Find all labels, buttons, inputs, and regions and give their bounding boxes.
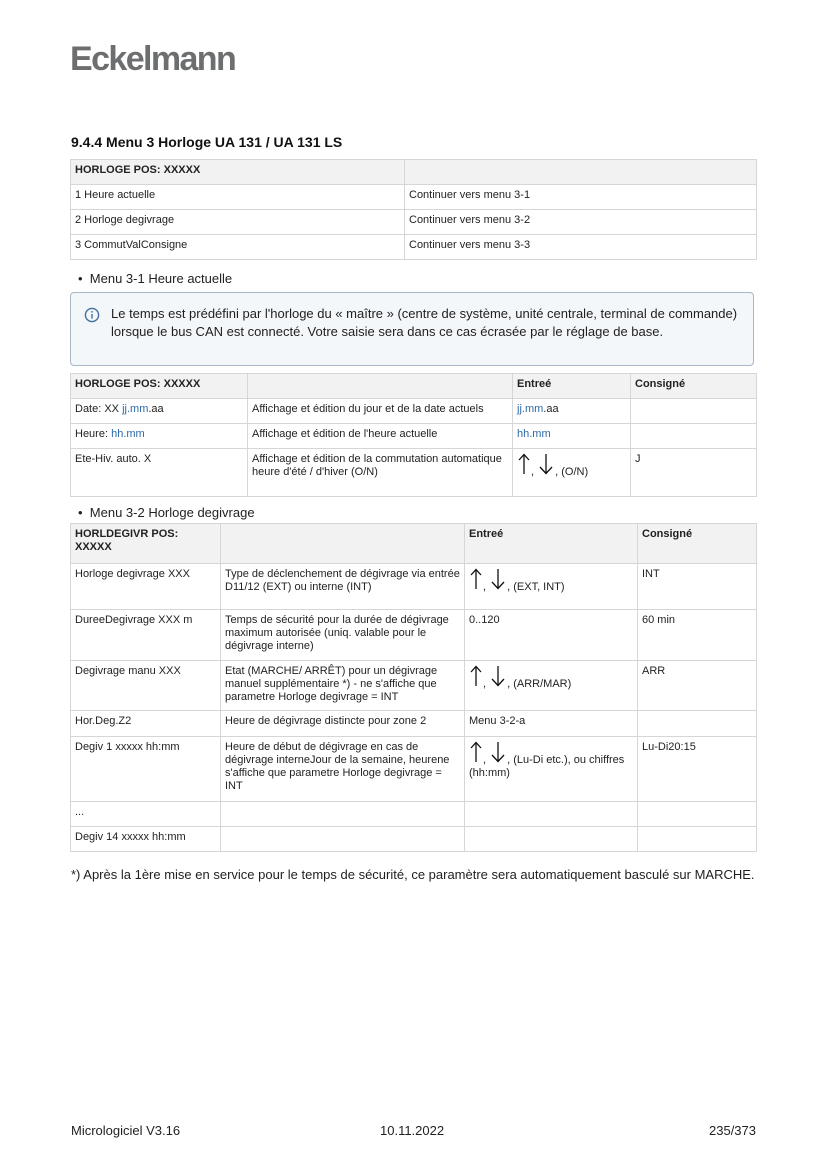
cell-text: Date: XX xyxy=(75,403,123,415)
table-row xyxy=(71,564,757,610)
table-row xyxy=(71,185,757,210)
cell: Continuer vers menu 3-3 xyxy=(405,235,757,260)
cell: Lu-Di20:15 xyxy=(638,737,757,802)
date-day-link[interactable]: jj xyxy=(122,403,127,415)
cell: Continuer vers menu 3-2 xyxy=(405,210,757,235)
cell xyxy=(638,802,757,827)
cell xyxy=(465,827,638,852)
arrow-separator: , xyxy=(483,581,487,593)
table-header-row xyxy=(71,160,757,185)
time-value: hh.mm xyxy=(111,428,145,440)
cell: 60 min xyxy=(638,610,757,661)
cell xyxy=(638,711,757,737)
cell: 0..120 xyxy=(465,610,638,661)
cell: Affichage et édition du jour et de la date actuels xyxy=(248,399,513,424)
table-row xyxy=(71,424,757,449)
menu-3-table xyxy=(70,159,757,260)
cell-text: Heure: xyxy=(75,428,112,440)
table-row xyxy=(71,802,757,827)
table-row xyxy=(71,235,757,260)
arrow-down-icon xyxy=(537,453,555,475)
info-note-text: Le temps est prédéfini par l'horloge du « maître » (centre de système, unité centrale, terminal de commande) lorsque le bus CAN est connecté. Votre saisie sera dans ce cas écrasée par le réglage de base. xyxy=(111,306,738,339)
arrow-down-icon xyxy=(489,741,507,763)
cell: Temps de sécurité pour la durée de dégivrage maximum autorisée (uniq. valable pour le dégivrage interne) xyxy=(221,610,465,661)
cell xyxy=(465,564,638,610)
cell: 1 Heure actuelle xyxy=(71,185,405,210)
arrow-down-icon xyxy=(489,568,507,590)
table-row xyxy=(71,827,757,852)
table-row xyxy=(71,449,757,497)
cell: Degiv 14 xxxxx hh:mm xyxy=(71,827,221,852)
date-month: .mm xyxy=(126,403,149,415)
cell: Affichage et édition de l'heure actuelle xyxy=(248,424,513,449)
cell: DureeDegivrage XXX m xyxy=(71,610,221,661)
header-cell xyxy=(405,160,757,185)
cell xyxy=(465,661,638,711)
cell xyxy=(221,827,465,852)
table-header-row xyxy=(71,524,757,564)
date-year: .aa xyxy=(543,403,559,415)
cell xyxy=(465,737,638,802)
cell: Menu 3-2-a xyxy=(465,711,638,737)
arrow-separator: , xyxy=(483,678,487,690)
cell: Heure de début de dégivrage en cas de dégivrage interneJour de la semaine, heurene s'affiche que parametre Horloge degivrage = INT xyxy=(221,737,465,802)
arrow-group xyxy=(469,741,507,767)
header-cell: Consigné xyxy=(631,374,757,399)
arrow-group xyxy=(469,665,507,691)
header-cell: Entreé xyxy=(465,524,638,564)
cell: ARR xyxy=(638,661,757,711)
arrow-separator: , xyxy=(483,754,487,766)
cell: J xyxy=(631,449,757,497)
entry-values: , (EXT, INT) xyxy=(507,581,565,593)
arrow-separator: , xyxy=(531,466,535,478)
cell: INT xyxy=(638,564,757,610)
cell: Horloge degivrage XXX xyxy=(71,564,221,610)
arrow-up-icon xyxy=(469,741,483,763)
cell: 2 Horloge degivrage xyxy=(71,210,405,235)
header-cell xyxy=(248,374,513,399)
cell: Etat (MARCHE/ ARRÊT) pour un dégivrage manuel supplémentaire *) - ne s'affiche que parametre Horloge degivrage = INT xyxy=(221,661,465,711)
table-row xyxy=(71,661,757,711)
table-row xyxy=(71,737,757,802)
cell xyxy=(71,424,248,449)
time-value: hh.mm xyxy=(517,428,551,440)
date-month: .mm xyxy=(521,403,544,415)
bullet-menu-3-1: • Menu 3-1 Heure actuelle xyxy=(78,271,233,286)
table-header-row xyxy=(71,374,757,399)
table-row xyxy=(71,610,757,661)
header-cell: Consigné xyxy=(638,524,757,564)
cell: 3 CommutValConsigne xyxy=(71,235,405,260)
arrow-up-icon xyxy=(517,453,531,475)
cell: Continuer vers menu 3-1 xyxy=(405,185,757,210)
table-row xyxy=(71,210,757,235)
cell xyxy=(513,424,631,449)
cell: Affichage et édition de la commutation automatique heure d'été / d'hiver (O/N) xyxy=(248,449,513,497)
cell: Hor.Deg.Z2 xyxy=(71,711,221,737)
cell xyxy=(71,399,248,424)
cell xyxy=(513,399,631,424)
company-logo: Eckelmann xyxy=(70,40,236,78)
cell xyxy=(465,802,638,827)
header-cell: HORLOGE POS: XXXXX xyxy=(71,160,405,185)
arrow-group xyxy=(469,568,507,594)
header-cell: Entreé xyxy=(513,374,631,399)
header-cell: HORLOGE POS: XXXXX xyxy=(71,374,248,399)
cell xyxy=(631,399,757,424)
cell: ... xyxy=(71,802,221,827)
cell: Degivrage manu XXX xyxy=(71,661,221,711)
footer-firmware-version: Micrologiciel V3.16 xyxy=(71,1123,181,1138)
menu-3-1-table xyxy=(70,373,757,497)
cell: Degiv 1 xxxxx hh:mm xyxy=(71,737,221,802)
section-title: 9.4.4 Menu 3 Horloge UA 131 / UA 131 LS xyxy=(71,134,343,150)
menu-3-2-table xyxy=(70,523,757,852)
bullet-menu-3-2: • Menu 3-2 Horloge degivrage xyxy=(78,505,255,520)
header-cell: HORLDEGIVR POS: XXXXX xyxy=(71,524,221,564)
entry-values: , (O/N) xyxy=(555,466,589,478)
date-year: .aa xyxy=(148,403,164,415)
cell xyxy=(221,802,465,827)
entry-values: , (Lu-Di etc.), ou chiffres (hh:mm) xyxy=(469,754,625,779)
header-cell xyxy=(221,524,465,564)
info-icon xyxy=(84,307,100,323)
table-row xyxy=(71,711,757,737)
footer-page-number: 235/373 xyxy=(709,1123,756,1138)
bullet-text: Menu 3-1 Heure actuelle xyxy=(89,271,233,286)
cell: Heure de dégivrage distincte pour zone 2 xyxy=(221,711,465,737)
footnote: *) Après la 1ère mise en service pour le temps de sécurité, ce paramètre sera automatiquement basculé sur MARCHE. xyxy=(71,867,755,882)
cell xyxy=(638,827,757,852)
arrow-up-icon xyxy=(469,568,483,590)
cell: Ete-Hiv. auto. X xyxy=(71,449,248,497)
arrow-up-icon xyxy=(469,665,483,687)
cell xyxy=(631,424,757,449)
date-day-link[interactable]: jj xyxy=(517,403,522,415)
arrow-group xyxy=(517,453,555,479)
footer-date: 10.11.2022 xyxy=(380,1123,445,1138)
cell xyxy=(513,449,631,497)
arrow-down-icon xyxy=(489,665,507,687)
entry-values: , (ARR/MAR) xyxy=(507,678,572,690)
table-row xyxy=(71,399,757,424)
info-note xyxy=(70,292,754,366)
bullet-text: Menu 3-2 Horloge degivrage xyxy=(89,505,255,520)
cell: Type de déclenchement de dégivrage via entrée D11/12 (EXT) ou interne (INT) xyxy=(221,564,465,610)
